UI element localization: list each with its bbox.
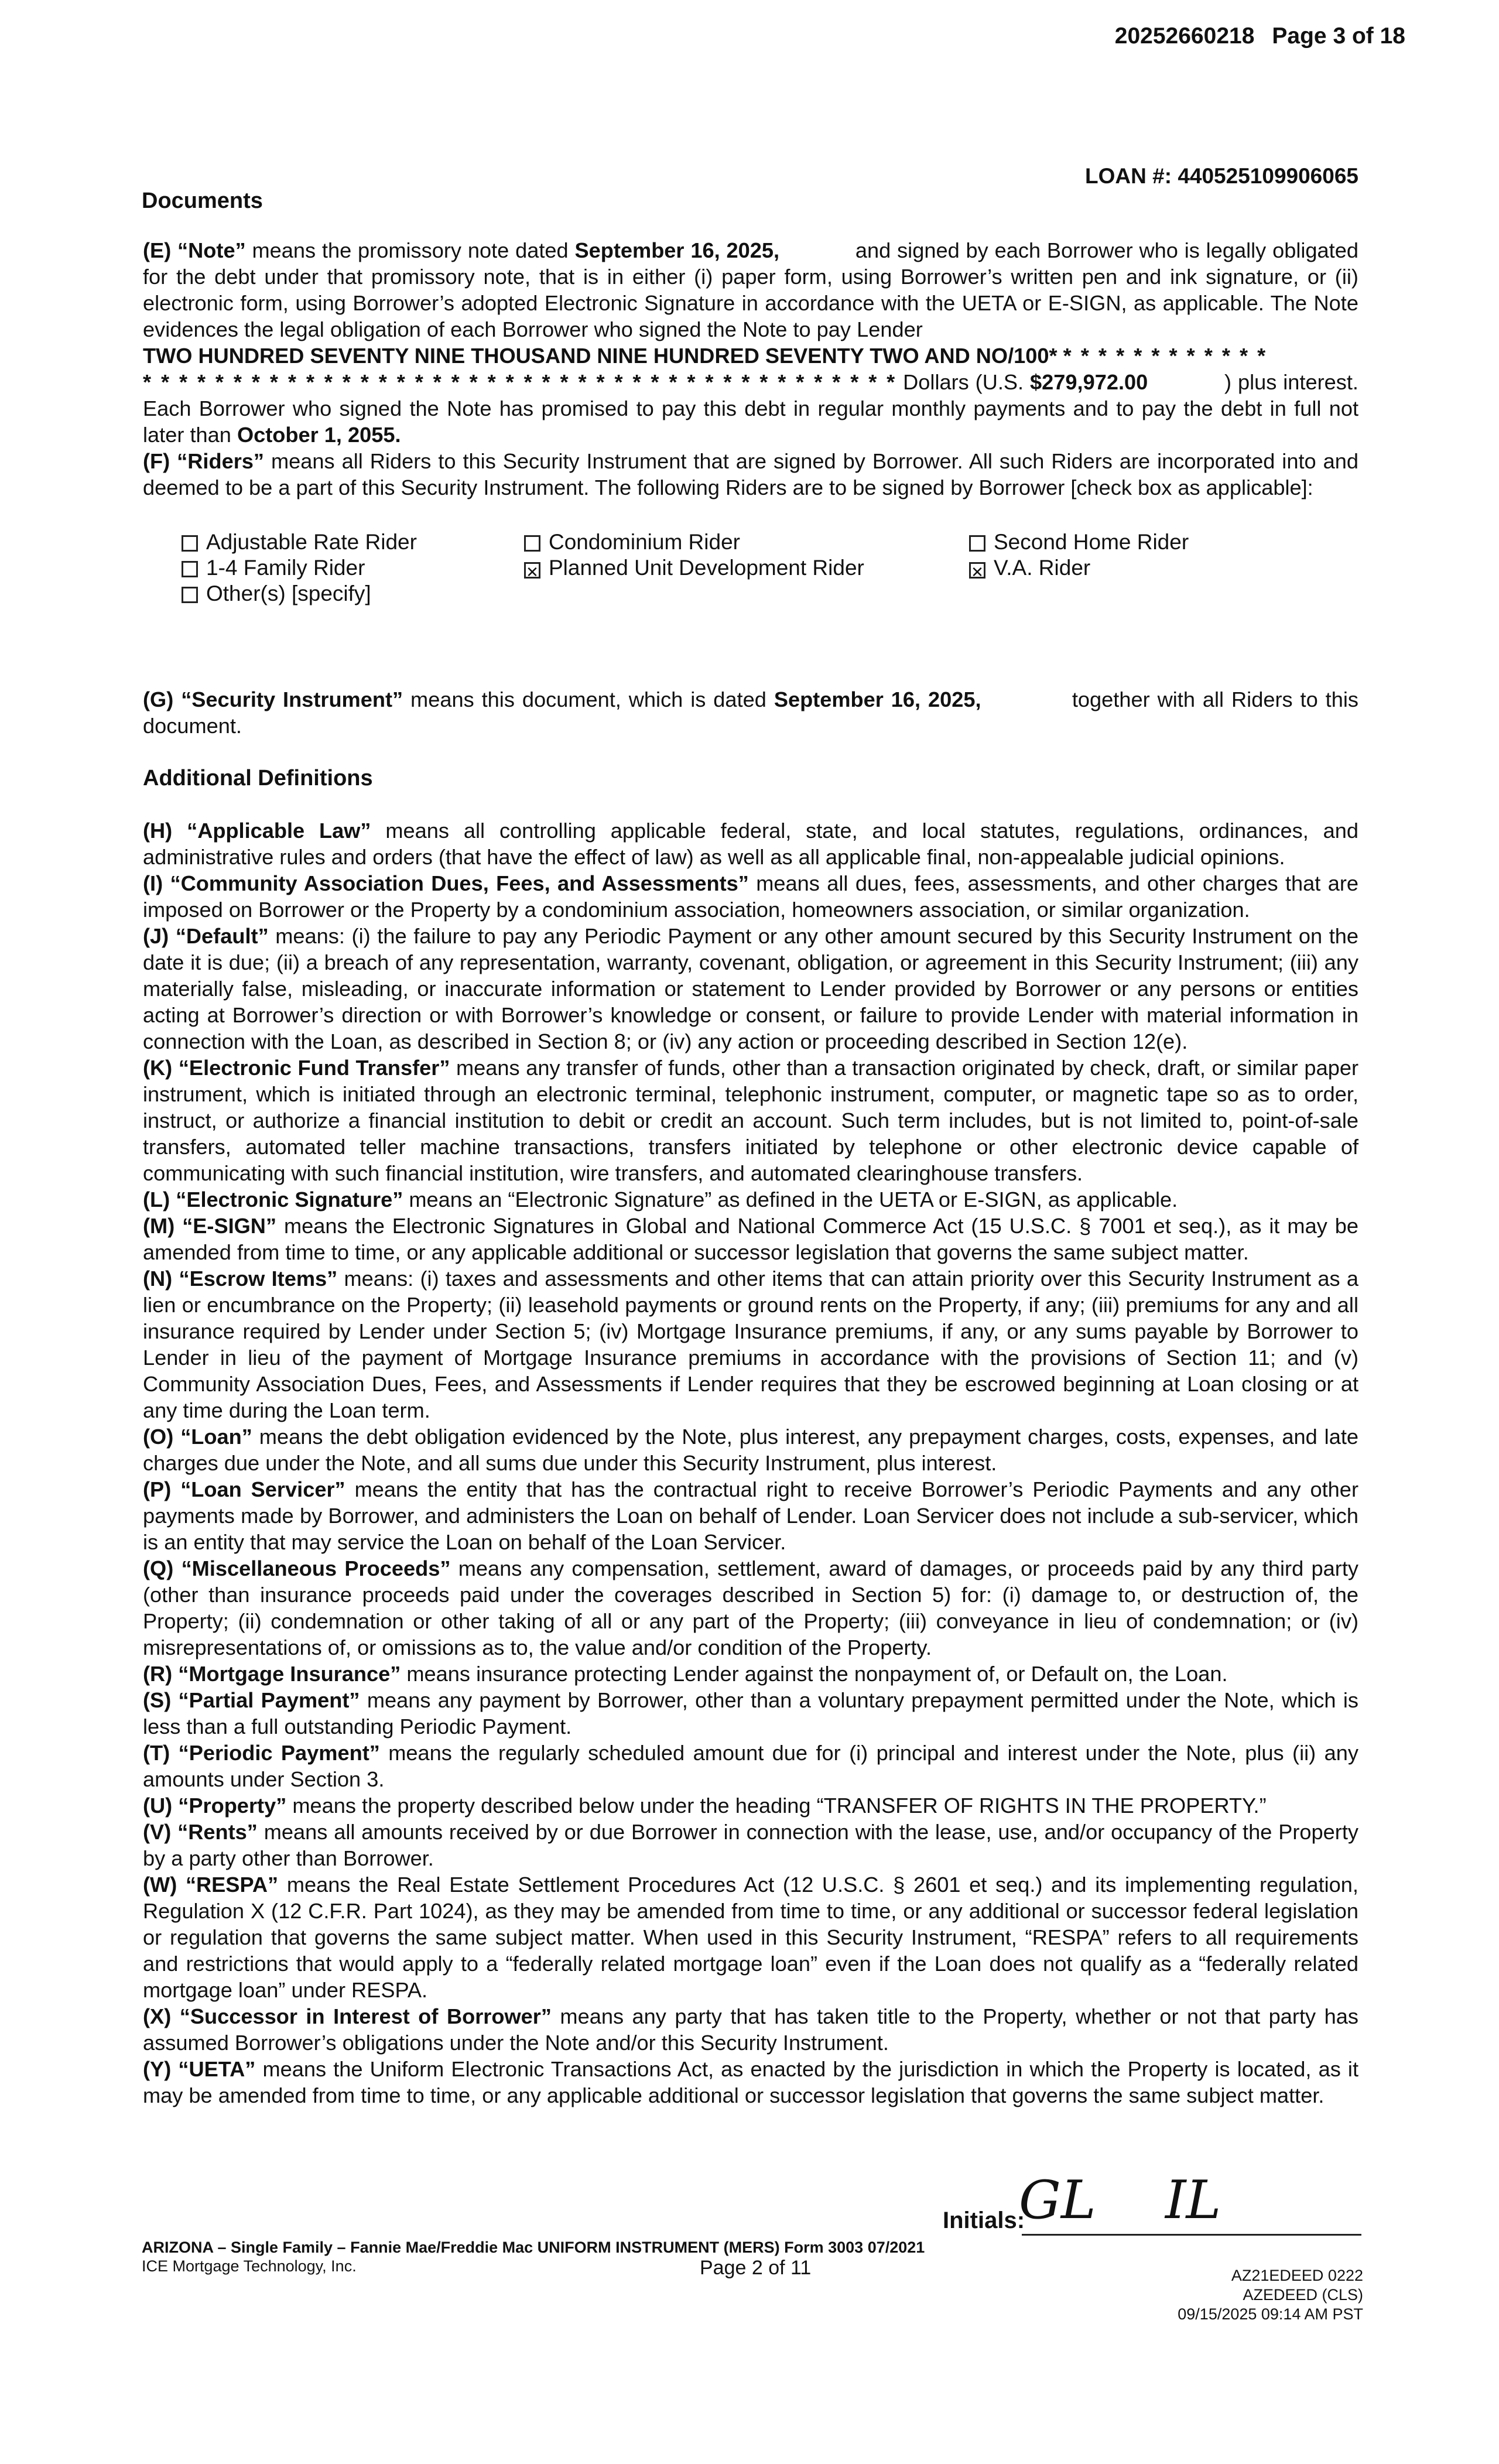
- rider-va[interactable]: ✕ V.A. Rider: [969, 555, 1090, 581]
- checkbox[interactable]: ✕: [969, 562, 985, 579]
- definition-r: (R) “Mortgage Insurance” means insurance protecting Lender against the nonpayment of, or Default on, the Loan.: [143, 1662, 1228, 1686]
- loan-number: LOAN #: 440525109906065: [1085, 164, 1358, 188]
- initials-label: Initials:: [943, 2208, 1025, 2233]
- checkbox[interactable]: [524, 535, 540, 552]
- form-identifier: ARIZONA – Single Family – Fannie Mae/Freddie Mac UNIFORM INSTRUMENT (MERS) Form 3003 07/2021: [142, 2239, 925, 2256]
- additional-definitions-block: [143, 817, 1358, 2109]
- definition-t: (T) “Periodic Payment” means the regularly scheduled amount due for (i) principal and interest under the Note, plus (ii) any amounts under Section 3.: [143, 1741, 1358, 1791]
- rider-other[interactable]: Other(s) [specify]: [182, 581, 371, 607]
- document-number: 20252660218: [1114, 23, 1255, 49]
- checkbox[interactable]: [182, 561, 198, 577]
- checkbox[interactable]: [969, 535, 985, 552]
- maturity-date: October 1, 2055.: [237, 423, 401, 447]
- form-page-number: Page 2 of 11: [700, 2257, 812, 2279]
- definition-h: (H) “Applicable Law” means all controlling applicable federal, state, and local statutes, regulations, ordinances, and administrative rules and orders (that have the effect of law) as well as all applicable final, non-appealable judicial opinions.: [143, 819, 1358, 869]
- definition-y: (Y) “UETA” means the Uniform Electronic Transactions Act, as enacted by the jurisdiction in which the Property is located, as it may be amended from time to time, or any applicable additional or successor legislation that governs the same subject matter.: [143, 2057, 1358, 2107]
- rider-planned-unit-development[interactable]: ✕ Planned Unit Development Rider: [524, 555, 864, 581]
- initials-line: [1022, 2234, 1361, 2236]
- form-codes: AZ21EDEED 0222 AZEDEED (CLS) 09/15/2025 09:14 AM PST: [1178, 2267, 1363, 2323]
- rider-second-home[interactable]: Second Home Rider: [969, 529, 1189, 555]
- definition-l: (L) “Electronic Signature” means an “Electronic Signature” as defined in the UETA or E-SIGN, as applicable.: [143, 1187, 1178, 1212]
- document-header: [1097, 23, 1405, 49]
- additional-definitions-title: Additional Definitions: [143, 766, 373, 790]
- checkbox[interactable]: ✕: [524, 562, 540, 579]
- definition-w: (W) “RESPA” means the Real Estate Settlement Procedures Act (12 U.S.C. § 2601 et seq.) and its implementing regulation, Regulation X (12 C.F.R. Part 1024), as they may be amended from time to time, or any additional or successor federal legislation or regulation that governs the same subject matter. When used in this Security Instrument, “RESPA” refers to all requirements and restrictions that would apply to a “federally related mortgage loan” even if the Loan does not qualify as a “federally related mortgage loan” under RESPA.: [143, 1873, 1358, 2002]
- definition-s: (S) “Partial Payment” means any payment by Borrower, other than a voluntary prepayment permitted under the Note, which is less than a full outstanding Periodic Payment.: [143, 1688, 1358, 1739]
- page-indicator: Page 3 of 18: [1272, 23, 1405, 49]
- definitions-block-1: [143, 237, 1358, 501]
- definition-g: (G) “Security Instrument” means this document, which is dated September 16, 2025, together with all Riders to this document.: [143, 687, 1358, 738]
- definition-i: (I) “Community Association Dues, Fees, and Assessments” means all dues, fees, assessments, and other charges that are imposed on Borrower or the Property by a condominium association, homeowners association, or similar organization.: [143, 871, 1359, 922]
- loan-amount: $279,972.00: [1030, 370, 1148, 394]
- form-vendor: ICE Mortgage Technology, Inc.: [142, 2257, 357, 2275]
- checkbox[interactable]: [182, 535, 198, 552]
- rider-checklist: [182, 529, 1294, 611]
- definition-q: (Q) “Miscellaneous Proceeds” means any compensation, settlement, award of damages, or proceeds paid by any third party (other than insurance proceeds paid under the coverages described in Section 5) for: (i) damage to, or destruction of, the Property; (ii) condemnation or other taking of all or any part of the Property; (iii) conveyance in lieu of condemnation; or (iv) misrepresentations of, or omissions as to, the value and/or condition of the Property.: [143, 1556, 1358, 1659]
- rider-1-4-family[interactable]: 1-4 Family Rider: [182, 555, 365, 581]
- definition-p: (P) “Loan Servicer” means the entity that has the contractual right to receive Borrower’s Periodic Payments and any other payments made by Borrower, and administers the Loan on behalf of Lender. Loan Servicer does not include a sub-servicer, which is an entity that may service the Loan on behalf of the Loan Servicer.: [143, 1477, 1358, 1554]
- definition-m: (M) “E-SIGN” means the Electronic Signatures in Global and National Commerce Act (15 U.S.C. § 7001 et seq.), as it may be amended from time to time, or any applicable additional or successor legislation that governs the same subject matter.: [143, 1214, 1358, 1264]
- definition-u: (U) “Property” means the property described below under the heading “TRANSFER OF RIGHTS IN THE PROPERTY.”: [143, 1794, 1267, 1818]
- amount-words: TWO HUNDRED SEVENTY NINE THOUSAND NINE HUNDRED SEVENTY TWO AND NO/100*: [143, 344, 1057, 368]
- rider-condominium[interactable]: Condominium Rider: [524, 529, 740, 555]
- section-title: Documents: [142, 189, 263, 213]
- definition-v: (V) “Rents” means all amounts received by or due Borrower in connection with the lease, use, and/or occupancy of the Property by a party other than Borrower.: [143, 1820, 1358, 1870]
- print-timestamp: 09/15/2025 09:14 AM PST: [1178, 2305, 1363, 2323]
- definition-e: (E) “Note” means the promissory note dated September 16, 2025, and signed by each Borrower who is legally obligated for the debt under that promissory note, that is in either (i) paper form, using Borrower’s written pen and ink signature, or (ii) electronic form, using Borrower’s adopted Electronic Signature in accordance with the UETA or E-SIGN, as applicable. The Note evidences the legal obligation of each Borrower who signed the Note to pay Lender TWO HUNDRED SEVENTY NINE THOUSAND NINE HUNDRED SEVENTY TWO AND NO/100* * * * * * * * * * * * * * * * * * * * * * * * * * * * * * * * * * * * * * * * * * * * * * * * * * * * * * * Dollars (U.S. $279,972.00 ) plus interest. Each Borrower who signed the Note has promised to pay this debt in regular monthly payments and to pay the debt in full not later than October 1, 2055.: [143, 238, 1358, 447]
- definition-k: (K) “Electronic Fund Transfer” means any transfer of funds, other than a transaction originated by check, draft, or similar paper instrument, which is initiated through an electronic terminal, telephonic instrument, computer, or magnetic tape so as to order, instruct, or authorize a financial institution to debit or credit an account. Such term includes, but is not limited to, point-of-sale transfers, automated teller machine transactions, transfers initiated by telephone or other electronic device capable of communicating with such financial institution, wire transfers, and automated clearinghouse transfers.: [143, 1056, 1358, 1185]
- initials-signature-1: GL: [1019, 2169, 1096, 2231]
- rider-adjustable-rate[interactable]: Adjustable Rate Rider: [182, 529, 417, 555]
- definition-n: (N) “Escrow Items” means: (i) taxes and assessments and other items that can attain priority over this Security Instrument as a lien or encumbrance on the Property; (ii) leasehold payments or ground rents on the Property, if any; (iii) premiums for any and all insurance required by Lender under Section 5; (iv) Mortgage Insurance premiums, if any, or any sums payable by Borrower to Lender in lieu of the payment of Mortgage Insurance premiums in accordance with the provisions of Section 11; and (v) Community Association Dues, Fees, and Assessments if Lender requires that they be escrowed beginning at Loan closing or at any time during the Loan term.: [143, 1267, 1358, 1422]
- initials-signature-2: IL: [1165, 2169, 1221, 2231]
- definition-o: (O) “Loan” means the debt obligation evidenced by the Note, plus interest, any prepayment charges, costs, expenses, and late charges due under the Note, and all sums due under this Security Instrument, plus interest.: [143, 1425, 1358, 1475]
- definition-f: (F) “Riders” means all Riders to this Security Instrument that are signed by Borrower. All such Riders are incorporated into and deemed to be a part of this Security Instrument. The following Riders are to be signed by Borrower [check box as applicable]:: [143, 449, 1358, 499]
- definition-x: (X) “Successor in Interest of Borrower” means any party that has taken title to the Property, whether or not that party has assumed Borrower’s obligations under the Note and/or this Security Instrument.: [143, 2004, 1358, 2055]
- definition-j: (J) “Default” means: (i) the failure to pay any Periodic Payment or any other amount secured by this Security Instrument on the date it is due; (ii) a breach of any representation, warranty, covenant, obligation, or agreement in this Security Instrument; (iii) any materially false, misleading, or inaccurate information or statement to Lender provided by Borrower or any persons or entities acting at Borrower’s direction or with Borrower’s knowledge or consent, or failure to provide Lender with material information in connection with the Loan, as described in Section 8; or (iv) any action or proceeding described in Section 12(e).: [143, 924, 1358, 1053]
- checkbox[interactable]: [182, 587, 198, 603]
